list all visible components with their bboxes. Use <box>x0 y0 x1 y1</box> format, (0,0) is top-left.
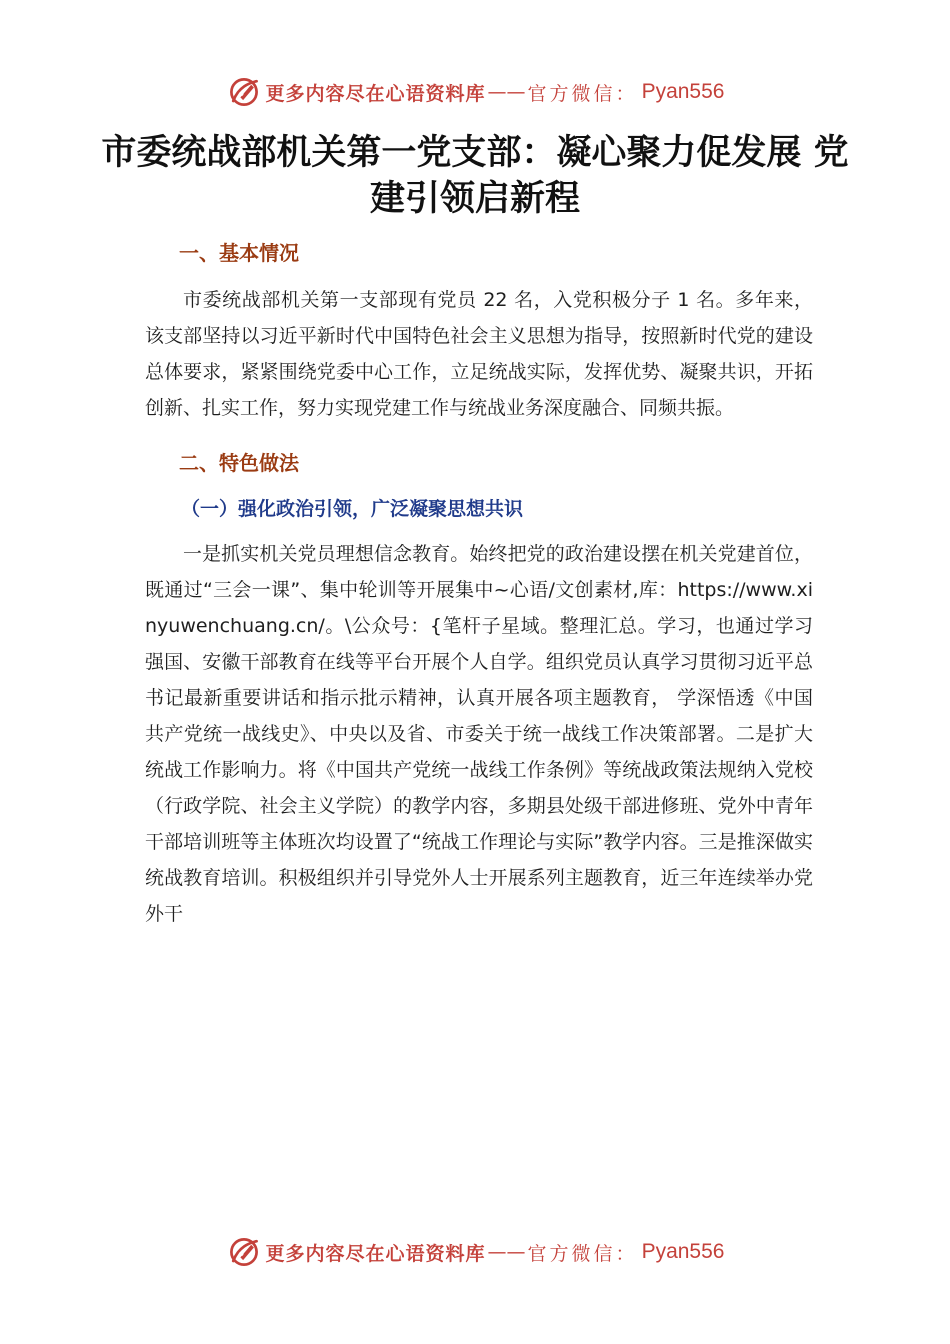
paragraph-political-guidance: 一是抓实机关党员理想信念教育。始终把党的政治建设摆在机关党建首位，既通过“三会一课”、集中轮训等开展集中~心语/文创素材,库：https://www.xinyuwenchuang.cn/。\公众号：{笔杆子星域。整理汇总。学习，也通过学习强国、安徽干部教育在线等平台开展个人自学。组织党员认真学习贯彻习近平总书记最新重要讲话和指示批示精神，认真开展各项主题教育， 学深悟透《中国共产党统一战线史》、中央以及省、市委关于统一战线工作决策部署。二是扩大统战工作影响力。将《中国共产党统一战线工作条例》等统战政策法规纳入党校（行政学院、社会主义学院）的教学内容，多期县处级干部进修班、党外中青年干部培训班等主体班次均设置了“统战工作理论与实际”教学内容。三是推深做实统战教育培训。积极组织并引导党外人士开展系列主题教育，近三年连续举办党外干 <box>145 543 813 925</box>
document-body <box>145 238 813 932</box>
footer-wechat-label: 官方微信： <box>527 1242 638 1265</box>
header-banner <box>0 72 950 112</box>
pen-swirl-logo-icon <box>226 1234 262 1270</box>
section-heading-basic-info: 一、基本情况 <box>179 241 299 265</box>
banner-dash: —— <box>487 81 526 103</box>
footer-wechat-id: Pyan556 <box>641 1240 725 1263</box>
banner-wechat-label: 官方微信： <box>527 82 638 105</box>
section-heading-practices: 二、特色做法 <box>179 451 299 475</box>
footer-dash: —— <box>487 1241 526 1263</box>
footer-slogan: 更多内容尽在心语资料库 <box>265 1242 486 1265</box>
document-title: 市委统战部机关第一党支部：凝心聚力促发展 党建引领启新程 <box>101 132 849 219</box>
footer-banner <box>0 1232 950 1272</box>
paragraph-basic-info: 市委统战部机关第一支部现有党员 22 名，入党积极分子 1 名。多年来，该支部坚持以习近平新时代中国特色社会主义思想为指导，按照新时代党的建设总体要求，紧紧围绕党委中心工作，立足统战实际，发挥优势、凝聚共识，开拓创新、扎实工作，努力实现党建工作与统战业务深度融合、同频共振。 <box>145 289 813 419</box>
subsection-heading-political-guidance: （一）强化政治引领，广泛凝聚思想共识 <box>181 498 524 520</box>
banner-slogan: 更多内容尽在心语资料库 <box>265 82 486 105</box>
banner-wechat-id: Pyan556 <box>641 80 725 103</box>
pen-swirl-logo-icon <box>226 74 262 110</box>
